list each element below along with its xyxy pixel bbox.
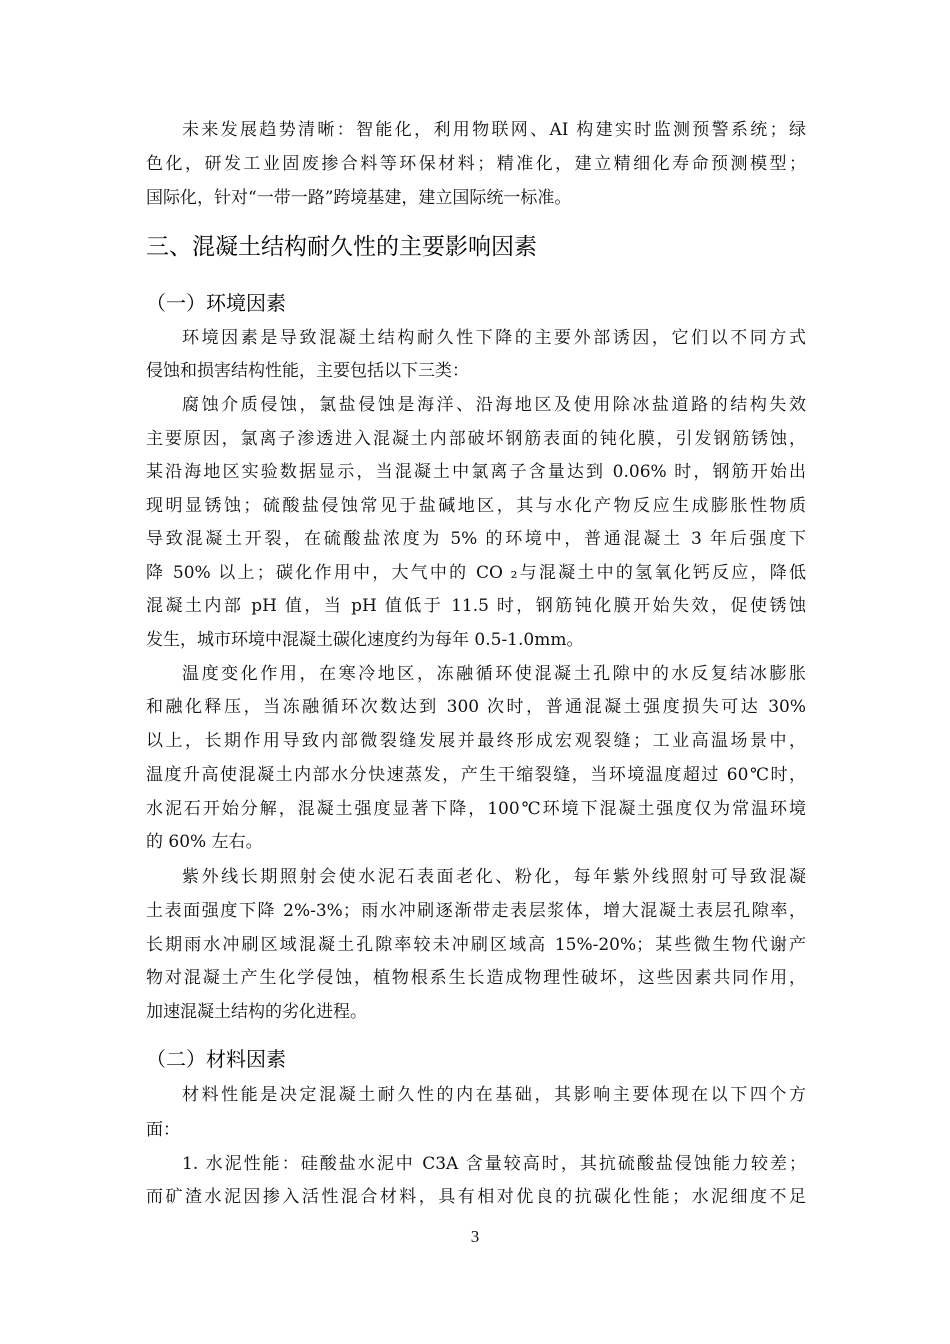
text-line: 和融化释压，当冻融循环次数达到 300 次时，普通混凝土强度损失可达 30% — [146, 697, 806, 717]
text-line: 侵蚀和损害结构性能，主要包括以下三类： — [146, 361, 469, 381]
text-line: 加速混凝土结构的劣化进程。 — [146, 1002, 367, 1022]
text-line: 1. 水泥性能：硅酸盐水泥中 C3A 含量较高时，其抗硫酸盐侵蚀能力较差； — [182, 1154, 806, 1174]
text-line: 主要原因，氯离子渗透进入混凝土内部破坏钢筋表面的钝化膜，引发钢筋锈蚀， — [146, 429, 806, 449]
text-line: 导致混凝土开裂，在硫酸盐浓度为 5% 的环境中，普通混凝土 3 年后强度下 — [146, 529, 806, 549]
text-line: 紫外线长期照射会使水泥石表面老化、粉化，每年紫外线照射可导致混凝 — [182, 867, 806, 887]
text-line: 混凝土内部 pH 值，当 pH 值低于 11.5 时，钢筋钝化膜开始失效，促使锈蚀 — [146, 596, 806, 616]
text-line: 长期雨水冲刷区域混凝土孔隙率较未冲刷区域高 15%-20%；某些微生物代谢产 — [146, 935, 806, 955]
text-line: 腐蚀介质侵蚀，氯盐侵蚀是海洋、沿海地区及使用除冰盐道路的结构失效 — [182, 395, 806, 415]
text-line: 环境因素是导致混凝土结构耐久性下降的主要外部诱因，它们以不同方式 — [182, 328, 806, 348]
text-line: 水泥石开始分解，混凝土强度显著下降，100℃环境下混凝土强度仅为常温环境 — [146, 799, 806, 819]
text-line: 而矿渣水泥因掺入活性混合材料，具有相对优良的抗碳化性能；水泥细度不足 — [146, 1187, 806, 1207]
section-heading: 三、混凝土结构耐久性的主要影响因素 — [146, 234, 537, 260]
text-line: 的 60% 左右。 — [146, 832, 263, 852]
text-line: 某沿海地区实验数据显示，当混凝土中氯离子含量达到 0.06% 时，钢筋开始出 — [146, 462, 806, 482]
text-line: 发生，城市环境中混凝土碳化速度约为每年 0.5-1.0mm。 — [146, 630, 584, 650]
subsection-heading-materials: （二）材料因素 — [146, 1047, 286, 1071]
text-line: 温度变化作用，在寒冷地区，冻融循环使混凝土孔隙中的水反复结冰膨胀 — [182, 664, 806, 684]
text-line: 以上，长期作用导致内部微裂缝发展并最终形成宏观裂缝；工业高温场景中， — [146, 731, 806, 751]
text-line: 未来发展趋势清晰：智能化，利用物联网、AI 构建实时监测预警系统；绿 — [182, 120, 806, 140]
text-line: 面： — [146, 1120, 180, 1140]
text-line: 材料性能是决定混凝土耐久性的内在基础，其影响主要体现在以下四个方 — [182, 1085, 806, 1105]
text-line: 国际化，针对“一带一路”跨境基建，建立国际统一标准。 — [146, 188, 572, 208]
text-line: 物对混凝土产生化学侵蚀，植物根系生长造成物理性破坏，这些因素共同作用， — [146, 968, 806, 988]
page-number: 3 — [470, 1227, 480, 1246]
text-line: 现明显锈蚀；硫酸盐侵蚀常见于盐碱地区，其与水化产物反应生成膨胀性物质 — [146, 496, 806, 516]
text-line: 土表面强度下降 2%-3%；雨水冲刷逐渐带走表层浆体，增大混凝土表层孔隙率， — [146, 901, 806, 921]
text-line: 色化，研发工业固废掺合料等环保材料；精准化，建立精细化寿命预测模型； — [146, 154, 806, 174]
subsection-heading-environment: （一）环境因素 — [146, 291, 286, 315]
text-line: 降 50% 以上；碳化作用中，大气中的 CO ₂与混凝土中的氢氧化钙反应，降低 — [146, 563, 806, 583]
text-line: 温度升高使混凝土内部水分快速蒸发，产生干缩裂缝，当环境温度超过 60℃时， — [146, 765, 806, 785]
